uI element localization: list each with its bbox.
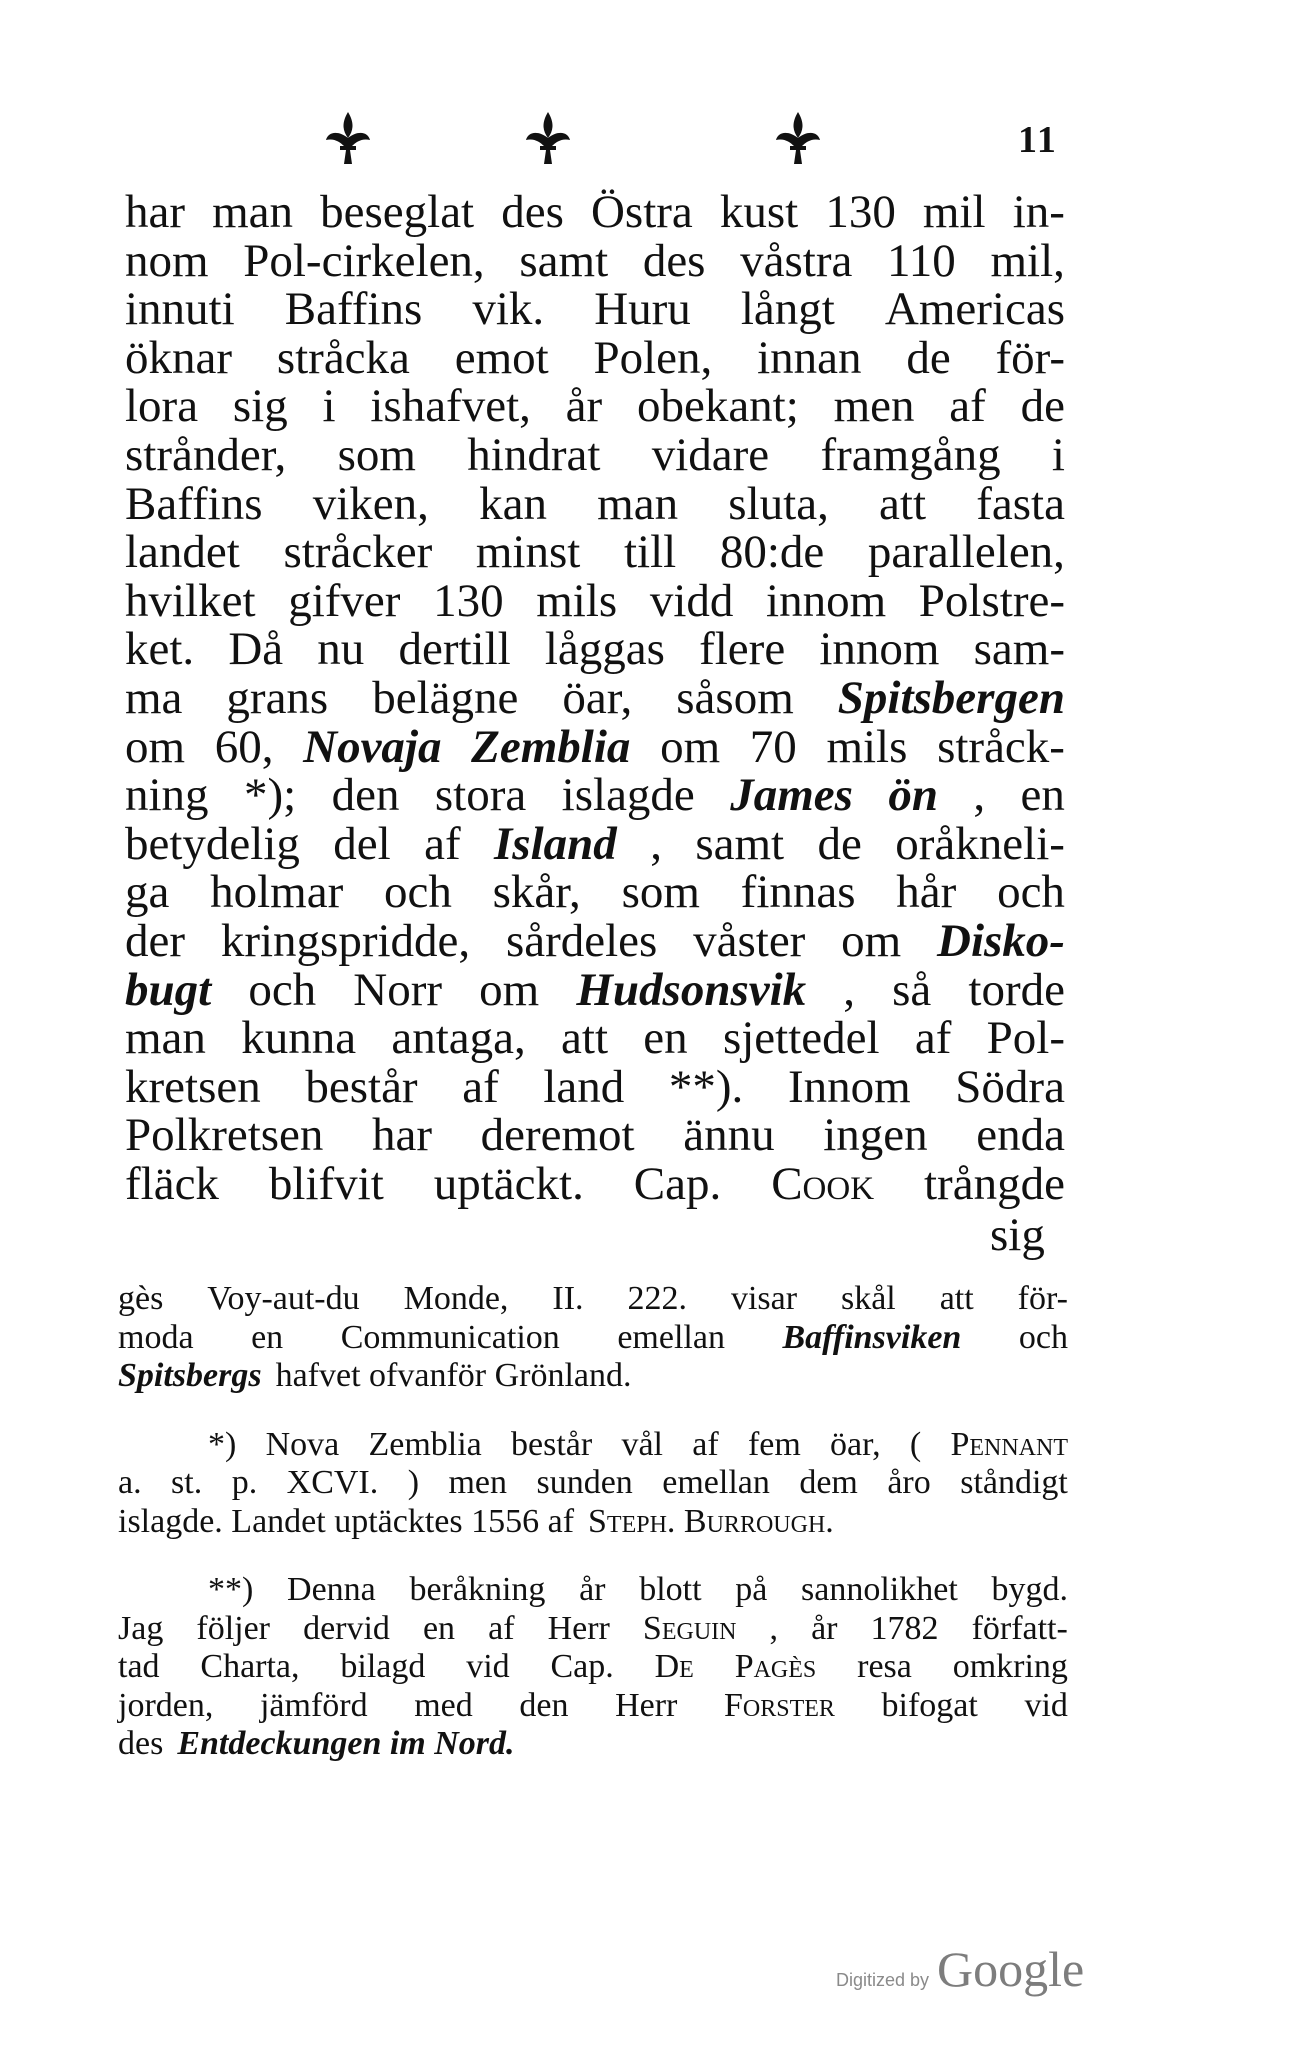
word: vid [1024, 1686, 1068, 1724]
word: , [769, 1609, 779, 1647]
word: en [643, 1012, 688, 1065]
word: af [692, 1425, 719, 1463]
text-segment: des [118, 1725, 164, 1762]
word: landet [125, 526, 240, 579]
word: *); [243, 769, 297, 822]
word: för- [1017, 1280, 1068, 1317]
word: en [1020, 769, 1065, 822]
word: vid [466, 1648, 510, 1685]
word: stråck- [937, 720, 1065, 773]
word: bygd. [991, 1571, 1068, 1608]
word: De [654, 1648, 694, 1685]
word: Island [494, 817, 617, 870]
word: och [384, 866, 452, 919]
word: fasta [976, 477, 1065, 530]
word: skår, [492, 866, 581, 919]
word: Östra [590, 186, 693, 238]
word: om [125, 720, 186, 773]
word: XCVI. [286, 1464, 379, 1501]
watermark-prefix: Digitized by [836, 1970, 930, 1990]
word: jämförd [259, 1686, 368, 1724]
text-segment: Spitsbergs [118, 1357, 262, 1394]
text-segment: Entdeckungen im Nord. [177, 1725, 515, 1762]
word: tad [118, 1648, 160, 1685]
word: om [841, 914, 902, 967]
text-line [125, 234, 1065, 287]
word: ishafvet, [370, 380, 531, 433]
word: vål [621, 1425, 664, 1463]
word: år [579, 1571, 606, 1608]
word: sluta, [728, 477, 829, 530]
word: minst [475, 526, 581, 579]
word: ket. [125, 623, 195, 676]
text-line [125, 671, 1065, 724]
word: stora [434, 769, 527, 822]
word: den [519, 1686, 569, 1724]
word: Spitsbergen [837, 671, 1065, 724]
google-logo: Google [937, 1941, 1085, 1997]
fleur-de-lis-icon [518, 108, 578, 168]
word: Voy-aut-du [207, 1280, 360, 1317]
word: Polstre- [918, 574, 1065, 627]
word: dem [799, 1464, 858, 1501]
text-segment: islagde. Landet uptäcktes 1556 af [118, 1502, 575, 1540]
text-line [125, 285, 1065, 334]
word: för- [995, 331, 1065, 384]
word: Baffins [125, 477, 263, 530]
word: af [914, 1012, 952, 1065]
word: Cook [771, 1157, 875, 1210]
word: Seguin [642, 1609, 737, 1647]
word: våstra [740, 234, 853, 287]
main-text [125, 188, 1065, 1208]
word: som [337, 428, 416, 481]
word: strånder, [125, 428, 287, 481]
word: ståndigt [960, 1464, 1068, 1501]
word: hindrat [467, 428, 601, 481]
word: af [488, 1609, 515, 1647]
word: Novaja [303, 720, 442, 773]
word: **) [208, 1571, 254, 1608]
word: 60, [214, 720, 274, 773]
word: fem [747, 1425, 801, 1463]
word: af [424, 817, 461, 870]
word: man [597, 477, 679, 530]
word: 1782 [870, 1609, 939, 1647]
word: Polkretsen [125, 1109, 324, 1162]
footnote-line [118, 1426, 1068, 1465]
word: samt [695, 817, 785, 870]
word: ön [888, 769, 938, 822]
word: des [501, 186, 564, 238]
word: man [212, 186, 294, 238]
word: och [997, 866, 1065, 919]
word: p. [231, 1464, 258, 1501]
word: år [811, 1609, 838, 1647]
digitized-watermark [836, 1940, 1084, 1998]
footnotes [118, 1280, 1068, 1764]
word: antaga, [391, 1012, 526, 1065]
word: hår [896, 866, 957, 919]
word: torde [968, 963, 1065, 1016]
text-line [125, 331, 1065, 384]
word: innom [766, 574, 887, 627]
word: på [735, 1571, 768, 1608]
word: en [251, 1318, 284, 1356]
word: om [660, 720, 721, 773]
word: omkring [952, 1648, 1068, 1685]
fleur-de-lis-icon [318, 108, 378, 168]
word: dervid [303, 1609, 390, 1647]
word: låggas [544, 623, 665, 676]
word: har [125, 186, 186, 238]
word: Cap. [550, 1648, 614, 1685]
word: trångde [924, 1157, 1065, 1210]
word: gès [118, 1280, 164, 1317]
word: grans [226, 671, 329, 724]
text-line [125, 1014, 1065, 1063]
word: Monde, [403, 1280, 509, 1317]
word: den [331, 769, 400, 822]
word: och [1018, 1318, 1068, 1356]
catchword: sig [990, 1209, 1045, 1261]
word: Norr [353, 963, 443, 1016]
text-line [125, 771, 1065, 820]
word: der [125, 914, 186, 967]
word: Communication [340, 1318, 560, 1356]
fleur-de-lis-icon [768, 108, 828, 168]
word: in- [1012, 186, 1065, 238]
word: moda [118, 1318, 194, 1356]
word: , [973, 769, 986, 822]
word: gifver [288, 574, 401, 627]
word: Pol-cirkelen, [243, 234, 485, 287]
word: att [561, 1012, 609, 1065]
word: 222. [627, 1280, 687, 1317]
text-line [125, 1111, 1065, 1160]
word: II. [552, 1280, 584, 1317]
word: Jag [118, 1609, 164, 1647]
word: sig [232, 380, 288, 433]
text-line [125, 817, 1065, 870]
word: visar [730, 1280, 798, 1317]
word: bilagd [340, 1648, 426, 1685]
word: , [843, 963, 856, 1016]
word: sunden [536, 1464, 633, 1501]
word: innuti [125, 283, 235, 336]
word: **). [668, 1060, 744, 1113]
word: Polen, [593, 331, 713, 384]
word: Cap. [633, 1157, 722, 1210]
word: Pagès [734, 1648, 817, 1685]
word: land [543, 1060, 625, 1113]
text-line [125, 625, 1065, 674]
word: James [730, 769, 853, 822]
word: de [906, 331, 951, 384]
word: har [372, 1109, 433, 1162]
footnote-line [118, 1503, 1068, 1542]
word: Forster [723, 1686, 835, 1724]
word: framgång [820, 428, 1001, 481]
word: Södra [955, 1060, 1065, 1113]
word: Innom [787, 1060, 911, 1113]
word: Zemblia [368, 1425, 482, 1463]
word: öar, [830, 1425, 881, 1463]
word: ) [407, 1464, 420, 1501]
word: Americas [884, 283, 1065, 336]
word: vidd [649, 574, 734, 627]
word: resa [857, 1648, 912, 1685]
word: samt [519, 234, 609, 287]
word: med [414, 1686, 473, 1724]
word: dertill [398, 623, 511, 676]
footnote-line [118, 1357, 1068, 1396]
word: ( [909, 1425, 922, 1463]
word: i [1051, 428, 1065, 481]
word: så [892, 963, 932, 1016]
word: långt [740, 283, 835, 336]
word: blifvit [268, 1157, 384, 1210]
word: , [650, 817, 662, 870]
word: följer [196, 1609, 271, 1647]
word: kan [479, 477, 547, 530]
word: bugt [125, 963, 212, 1016]
word: viken, [312, 477, 429, 530]
text-line [125, 868, 1065, 917]
word: Då [228, 623, 284, 676]
word: år [565, 380, 603, 433]
text-line [125, 963, 1065, 1016]
word: ingen [823, 1109, 928, 1162]
word: mils [826, 720, 908, 773]
footnote-line [118, 1319, 1068, 1358]
word: af [462, 1060, 499, 1113]
word: mil [922, 186, 986, 238]
word: Pol- [986, 1012, 1065, 1065]
word: Huru [594, 283, 691, 336]
word: kunna [241, 1012, 357, 1065]
text-segment: Steph. Burrough. [588, 1502, 834, 1540]
word: enda [976, 1109, 1065, 1162]
word: fläck [125, 1157, 219, 1210]
text-segment: hafvet ofvanför Grönland. [275, 1357, 632, 1394]
word: öknar [125, 331, 233, 384]
word: såsom [676, 671, 794, 724]
word: mil, [990, 234, 1065, 287]
word: holmar [210, 866, 344, 919]
text-line [125, 477, 1065, 530]
text-line [125, 188, 1065, 237]
word: finnas [740, 866, 856, 919]
word: nom [125, 234, 209, 287]
word: de [817, 817, 862, 870]
word: innan [757, 331, 862, 384]
word: bifogat [881, 1686, 978, 1724]
word: skål [840, 1280, 896, 1317]
word: Pennant [950, 1425, 1068, 1463]
word: öar, [562, 671, 633, 724]
word: st. [171, 1464, 203, 1501]
word: beseglat [320, 186, 475, 238]
word: att [879, 477, 927, 530]
word: men [448, 1464, 508, 1501]
word: blott [639, 1571, 702, 1608]
page-header [0, 108, 1300, 168]
word: oråkneli- [895, 817, 1065, 870]
word: Baffinsviken [782, 1318, 962, 1356]
word: beråkning [409, 1571, 546, 1608]
word: och [248, 963, 317, 1016]
word: i [322, 380, 336, 433]
word: som [621, 866, 700, 919]
word: jorden, [118, 1686, 214, 1724]
word: 130 [825, 186, 896, 238]
text-line [125, 574, 1065, 627]
word: Nova [265, 1425, 340, 1463]
word: belägne [372, 671, 519, 724]
word: kringspridde, [220, 914, 471, 967]
footnote-gap [118, 1396, 1068, 1426]
word: om [479, 963, 540, 1016]
word: *) [208, 1425, 237, 1463]
page-number: 11 [1018, 119, 1058, 161]
word: kust [719, 186, 799, 238]
word: nu [317, 623, 365, 676]
word: till [623, 526, 677, 579]
word: 80:de [719, 526, 825, 579]
text-line [125, 428, 1065, 481]
word: stråcka [276, 331, 410, 384]
word: består [511, 1425, 593, 1463]
word: kretsen [125, 1060, 261, 1113]
word: emot [454, 331, 549, 384]
text-line [125, 914, 1065, 967]
word: Hudsonsvik [576, 963, 807, 1016]
word: vidare [651, 428, 770, 481]
word: 70 [749, 720, 797, 773]
word: obekant; [636, 380, 799, 433]
footnote-gap [118, 1541, 1068, 1571]
word: flere [699, 623, 786, 676]
word: åro [887, 1464, 931, 1501]
word: ga [125, 866, 170, 919]
word: des [642, 234, 706, 287]
word: sam- [973, 623, 1065, 676]
footnote-line [118, 1687, 1068, 1726]
footnote-line [118, 1464, 1068, 1503]
word: stråcker [283, 526, 433, 579]
word: sårdeles [505, 914, 658, 967]
footnote-line [118, 1648, 1068, 1687]
word: betydelig [125, 817, 300, 870]
text-line [125, 1157, 1065, 1210]
word: består [305, 1060, 418, 1113]
word: deremot [480, 1109, 635, 1162]
word: Baffins [284, 283, 423, 336]
text-line [125, 720, 1065, 773]
word: sannolikhet [801, 1571, 958, 1608]
word: att [939, 1280, 974, 1317]
word: 110 [887, 234, 956, 287]
word: islagde [561, 769, 695, 822]
word: ning [125, 769, 209, 822]
word: parallelen, [867, 526, 1065, 579]
footnote-line [118, 1725, 1068, 1764]
word: ännu [683, 1109, 775, 1162]
text-line [125, 528, 1065, 577]
word: Charta, [200, 1648, 300, 1685]
footnote-line [118, 1610, 1068, 1649]
word: men [833, 380, 915, 433]
word: Disko- [937, 914, 1065, 967]
word: a. [118, 1464, 142, 1501]
word: del [333, 817, 391, 870]
word: sjettedel [722, 1012, 880, 1065]
footnote-line [118, 1280, 1068, 1319]
word: Herr [615, 1686, 678, 1724]
word: 130 [433, 574, 504, 627]
word: uptäckt. [433, 1157, 584, 1210]
word: Denna [287, 1571, 376, 1608]
word: vik. [472, 283, 545, 336]
footnote-line [118, 1571, 1068, 1610]
word: hvilket [125, 574, 256, 627]
word: man [125, 1012, 206, 1065]
text-line [125, 1060, 1065, 1113]
word: våster [693, 914, 806, 967]
word: emellan [617, 1318, 725, 1356]
word: af [949, 380, 986, 433]
word: lora [125, 380, 199, 433]
word: Herr [547, 1609, 610, 1647]
word: ma [125, 671, 183, 724]
word: författ- [971, 1609, 1068, 1647]
word: en [422, 1609, 456, 1647]
text-line [125, 382, 1065, 431]
word: emellan [662, 1464, 770, 1501]
word: mils [536, 574, 618, 627]
word: innom [819, 623, 940, 676]
word: Zemblia [471, 720, 631, 773]
word: de [1020, 380, 1065, 433]
